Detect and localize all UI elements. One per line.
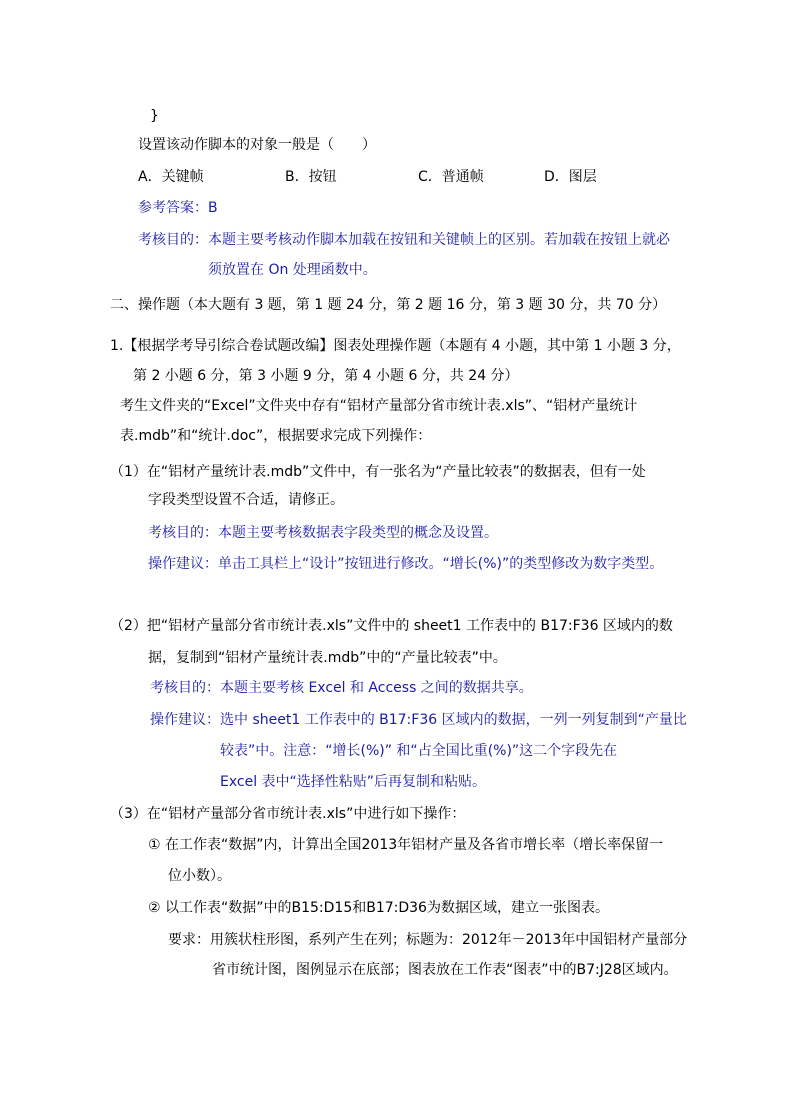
text-line: Excel 表中“选择性粘贴”后再复制和粘贴。	[220, 774, 487, 790]
text-line: }	[150, 108, 159, 124]
text-line: 考核目的：本题主要考核数据表字段类型的概念及设置。	[148, 525, 498, 541]
text-line: （3）在“铝材产量部分省市统计表.xls”中进行如下操作：	[110, 806, 466, 822]
text-line: 参考答案：B	[138, 200, 218, 216]
text-line: 表.mdb”和“统计.doc”，根据要求完成下列操作：	[120, 428, 432, 444]
text-line: 考生文件夹的“Excel”文件夹中存有“铝材产量部分省市统计表.xls”、“铝材产量统计	[120, 398, 638, 414]
text-line: B．按钮	[285, 169, 337, 185]
text-line: 操作建议：单击工具栏上“设计”按钮进行修改。“增长(%)”的类型修改为数字类型。	[148, 556, 664, 572]
text-line: 第 2 小题 6 分，第 3 小题 9 分，第 4 小题 6 分，共 24 分）	[133, 368, 519, 384]
text-line: 较表”中。注意：“增长(%)” 和“占全国比重(%)”这二个字段先在	[220, 743, 618, 759]
text-line: 操作建议：选中 sheet1 工作表中的 B17:F36 区域内的数据，一列一列复制到“产量比	[150, 712, 687, 728]
text-line: （1）在“铝材产量统计表.mdb”文件中，有一张名为“产量比较表”的数据表，但有一处	[110, 464, 646, 480]
text-line: ② 以工作表“数据”中的B15:D15和B17:D36为数据区域，建立一张图表。	[148, 900, 609, 916]
text-line: 省市统计图，图例显示在底部；图表放在工作表“图表”中的B7:J28区域内。	[212, 962, 678, 978]
text-line: 须放置在 On 处理函数中。	[208, 262, 377, 278]
text-line: 二、操作题（本大题有 3 题，第 1 题 24 分，第 2 题 16 分，第 3 题 30 分，共 70 分）	[110, 297, 667, 313]
text-line: 要求：用簇状柱形图，系列产生在列；标题为：2012年－2013年中国铝材产量部分	[168, 932, 688, 948]
text-line: 1.【根据学考导引综合卷试题改编】图表处理操作题（本题有 4 小题，其中第 1 小题 3 分，	[110, 338, 681, 354]
text-line: 字段类型设置不合适，请修正。	[148, 492, 344, 508]
text-line: D．图层	[544, 169, 597, 185]
text-line: ① 在工作表“数据”内，计算出全国2013年铝材产量及各省市增长率（增长率保留一	[148, 837, 664, 853]
text-line: 考核目的：本题主要考核动作脚本加载在按钮和关键帧上的区别。若加载在按钮上就必	[138, 232, 670, 248]
text-line: （2）把“铝材产量部分省市统计表.xls”文件中的 sheet1 工作表中的 B17:F36 区域内的数	[110, 618, 673, 634]
text-line: 考核目的：本题主要考核 Excel 和 Access 之间的数据共享。	[150, 680, 533, 696]
text-line: 位小数）。	[168, 868, 231, 884]
text-line: 设置该动作脚本的对象一般是（ ）	[138, 137, 376, 153]
text-line: A．关键帧	[138, 169, 204, 185]
text-line: 据，复制到“铝材产量统计表.mdb”中的“产量比较表”中。	[148, 650, 507, 666]
text-line: C．普通帧	[418, 169, 484, 185]
